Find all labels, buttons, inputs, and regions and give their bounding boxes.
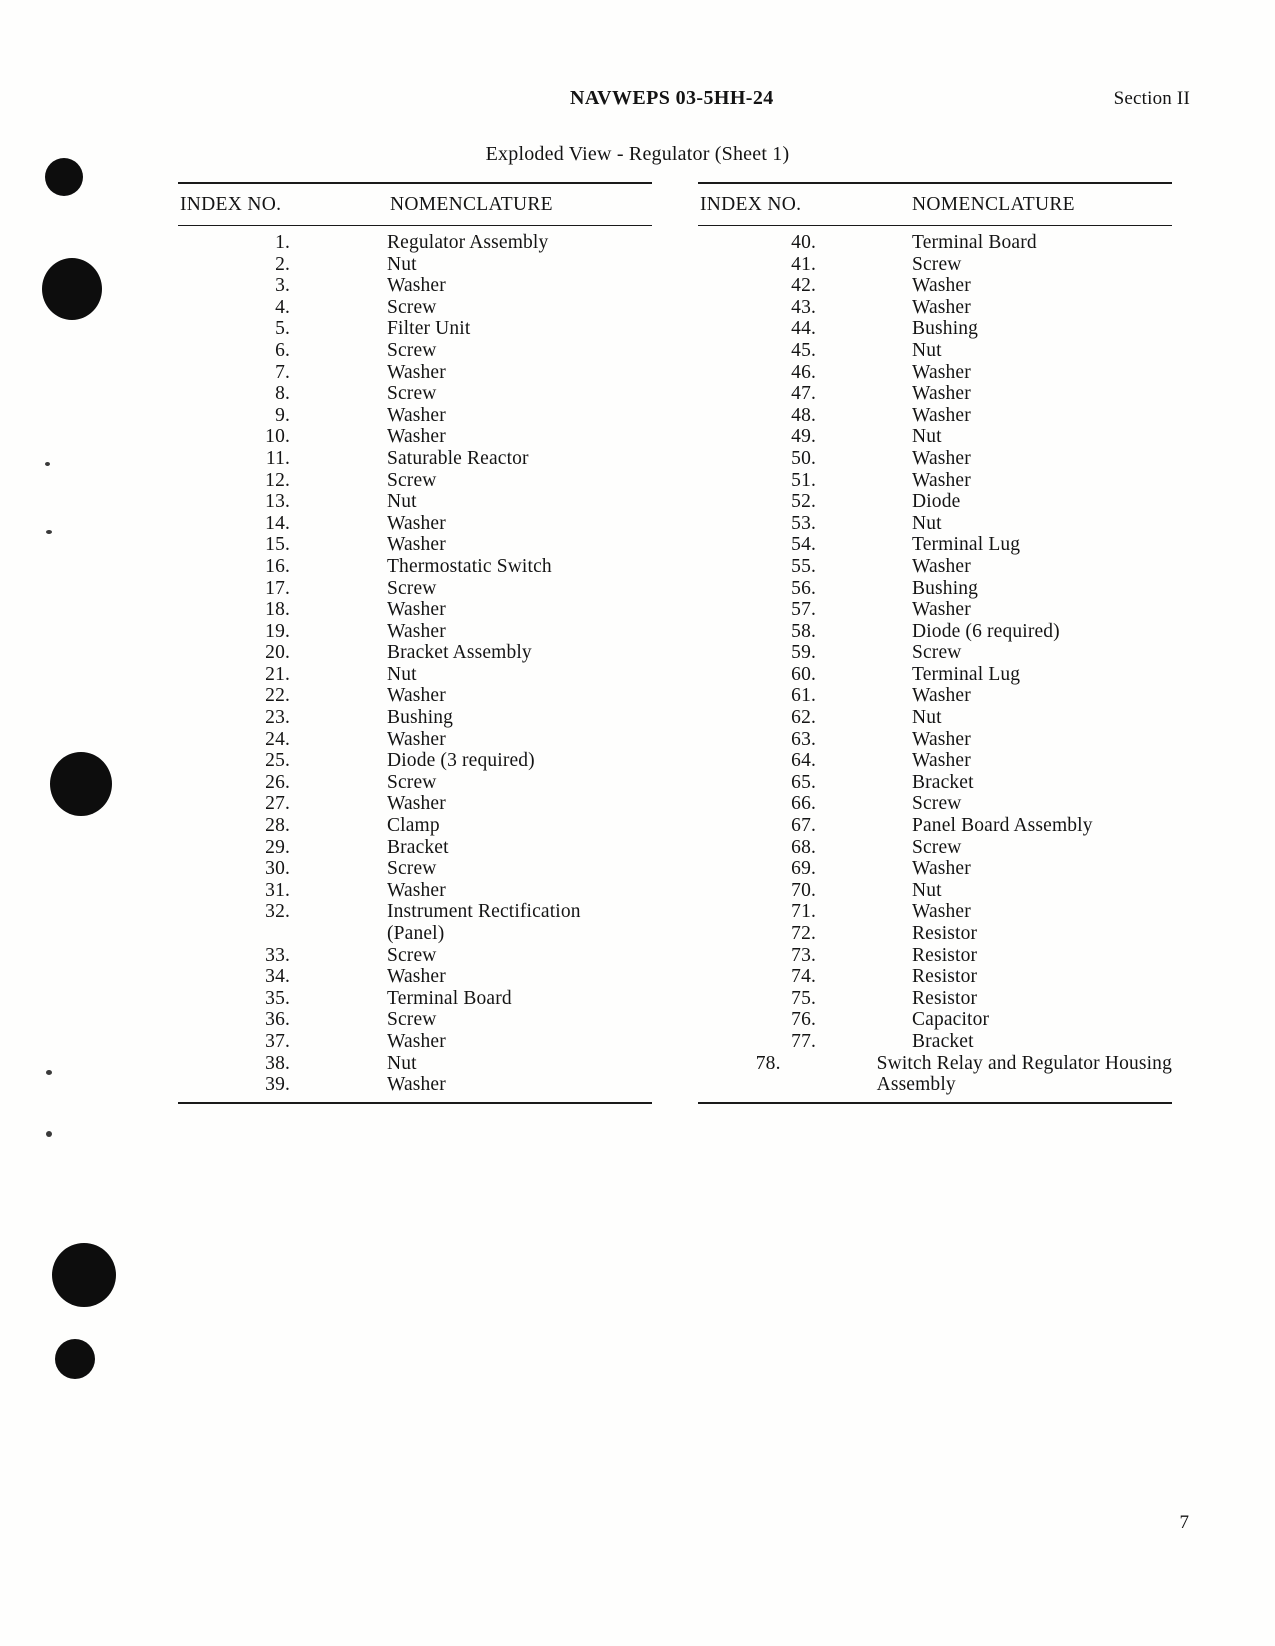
index-number: 8. <box>275 383 290 405</box>
index-number: 56. <box>791 577 816 599</box>
index-number: 77. <box>791 1030 816 1052</box>
index-rows-right <box>698 226 1172 1102</box>
table-row <box>698 837 1172 859</box>
index-number: 64. <box>791 750 816 772</box>
table-row <box>178 275 652 297</box>
nomenclature-text: Resistor <box>912 966 978 988</box>
nomenclature-text: Nut <box>387 1052 417 1074</box>
table-row <box>698 1009 1172 1031</box>
nomenclature-text: Screw <box>387 383 437 405</box>
table-row <box>178 642 652 664</box>
index-number: 46. <box>791 361 816 383</box>
index-number: 11. <box>265 447 290 469</box>
nomenclature-text: Washer <box>912 858 971 880</box>
index-number: 76. <box>791 1009 816 1031</box>
nomenclature-text: Washer <box>912 728 971 750</box>
margin-speck <box>46 530 52 534</box>
table-row <box>178 621 652 643</box>
nomenclature-text: Washer <box>912 447 971 469</box>
column-header-nomenclature: NOMENCLATURE <box>912 194 1075 215</box>
table-row <box>698 664 1172 686</box>
nomenclature-text: Washer <box>387 599 446 621</box>
document-number: NAVWEPS 03-5HH-24 <box>570 87 774 109</box>
table-row <box>178 405 652 427</box>
table-row <box>178 513 652 535</box>
index-number: 75. <box>791 987 816 1009</box>
table-row <box>698 901 1172 923</box>
table-row <box>178 318 652 340</box>
table-row <box>698 362 1172 384</box>
nomenclature-text: Screw <box>387 1009 437 1031</box>
nomenclature-text: Washer <box>387 1074 446 1096</box>
index-number: 2. <box>275 253 290 275</box>
punch-hole-mark <box>50 752 112 816</box>
index-number: 41. <box>791 253 816 275</box>
index-number: 48. <box>791 404 816 426</box>
index-number: 66. <box>791 793 816 815</box>
table-row <box>178 750 652 772</box>
table-row <box>698 491 1172 513</box>
index-number: 57. <box>791 599 816 621</box>
nomenclature-text: Screw <box>387 296 437 318</box>
index-number: 21. <box>265 663 290 685</box>
nomenclature-text: Nut <box>912 339 942 361</box>
table-row <box>698 923 1172 945</box>
table-row <box>698 340 1172 362</box>
nomenclature-text: Washer <box>912 599 971 621</box>
table-row <box>698 1053 1172 1096</box>
nomenclature-continuation: Assembly <box>876 1074 956 1096</box>
column-header-index: INDEX NO. <box>180 194 282 215</box>
index-number: 59. <box>791 642 816 664</box>
section-label: Section II <box>1113 88 1190 109</box>
nomenclature-text: Washer <box>387 879 446 901</box>
index-number: 43. <box>791 296 816 318</box>
table-row <box>698 405 1172 427</box>
index-number: 62. <box>791 707 816 729</box>
nomenclature-text: Screw <box>912 642 962 664</box>
nomenclature-text: Washer <box>387 620 446 642</box>
table-row <box>178 297 652 319</box>
punch-hole-mark <box>42 258 102 320</box>
nomenclature-text: Clamp <box>387 815 440 837</box>
table-row <box>178 426 652 448</box>
table-row <box>178 664 652 686</box>
index-number: 22. <box>265 685 290 707</box>
nomenclature-text: Washer <box>912 555 971 577</box>
index-number: 60. <box>791 663 816 685</box>
index-number: 3. <box>275 275 290 297</box>
table-row <box>698 534 1172 556</box>
index-number: 20. <box>265 642 290 664</box>
nomenclature-text: Diode <box>912 491 961 513</box>
nomenclature-text: Resistor <box>912 944 978 966</box>
table-row <box>698 793 1172 815</box>
nomenclature-text: Screw <box>387 469 437 491</box>
punch-hole-mark <box>52 1243 116 1307</box>
nomenclature-text: Bushing <box>912 318 979 340</box>
table-row <box>698 815 1172 837</box>
nomenclature-text: Panel Board Assembly <box>912 815 1093 837</box>
nomenclature-text: Terminal Board <box>387 987 512 1009</box>
nomenclature-text: Diode (6 required) <box>912 620 1060 642</box>
running-head <box>170 87 1190 110</box>
index-number: 69. <box>791 858 816 880</box>
index-number: 17. <box>265 577 290 599</box>
table-row <box>178 491 652 513</box>
nomenclature-text: Washer <box>387 404 446 426</box>
column-header-row <box>698 184 1172 225</box>
index-number: 61. <box>791 685 816 707</box>
table-row <box>698 1031 1172 1053</box>
table-row <box>698 383 1172 405</box>
table-rule-bottom <box>178 1102 652 1104</box>
index-number: 32. <box>265 901 290 923</box>
nomenclature-text: Saturable Reactor <box>387 447 529 469</box>
table-row <box>178 1053 652 1075</box>
index-number: 10. <box>265 426 290 448</box>
table-row <box>178 534 652 556</box>
index-number: 40. <box>791 232 816 253</box>
table-row <box>698 858 1172 880</box>
index-number: 30. <box>265 858 290 880</box>
nomenclature-text: Washer <box>912 901 971 923</box>
index-number: 36. <box>265 1009 290 1031</box>
table-row <box>178 793 652 815</box>
index-number: 27. <box>265 793 290 815</box>
table-row <box>178 470 652 492</box>
nomenclature-text: Terminal Lug <box>912 534 1021 556</box>
table-row <box>698 966 1172 988</box>
nomenclature-text: Filter Unit <box>387 318 471 340</box>
nomenclature-text: Washer <box>912 404 971 426</box>
table-row <box>698 750 1172 772</box>
table-row <box>178 232 652 254</box>
table-row <box>178 772 652 794</box>
nomenclature-text: Washer <box>387 426 446 448</box>
nomenclature-text: Thermostatic Switch <box>387 555 552 577</box>
nomenclature-text: Screw <box>912 836 962 858</box>
nomenclature-text: Washer <box>387 512 446 534</box>
parts-index-table <box>178 182 1172 1104</box>
nomenclature-text: Capacitor <box>912 1009 990 1031</box>
nomenclature-text: Bracket Assembly <box>387 642 532 664</box>
nomenclature-text: Screw <box>387 858 437 880</box>
index-number: 1. <box>275 232 290 253</box>
table-row <box>698 621 1172 643</box>
nomenclature-text: Washer <box>912 383 971 405</box>
index-number: 78. <box>755 1052 781 1074</box>
nomenclature-text: Washer <box>912 685 971 707</box>
column-header-nomenclature: NOMENCLATURE <box>390 194 553 215</box>
nomenclature-text: Regulator Assembly <box>387 232 549 253</box>
nomenclature-text: Screw <box>912 253 962 275</box>
table-row <box>698 772 1172 794</box>
table-row <box>178 599 652 621</box>
index-number: 38. <box>265 1052 290 1074</box>
nomenclature-text: Washer <box>912 361 971 383</box>
index-number: 23. <box>265 707 290 729</box>
nomenclature-text: Washer <box>912 296 971 318</box>
table-row <box>698 988 1172 1010</box>
table-row <box>698 642 1172 664</box>
nomenclature-text: Screw <box>387 577 437 599</box>
column-header-row <box>178 184 652 225</box>
table-row <box>698 426 1172 448</box>
index-number: 24. <box>265 728 290 750</box>
index-number: 12. <box>265 469 290 491</box>
index-number: 33. <box>265 944 290 966</box>
index-number: 35. <box>265 987 290 1009</box>
nomenclature-text: Terminal Board <box>912 232 1037 253</box>
column-header-index: INDEX NO. <box>700 194 802 215</box>
nomenclature-text: Nut <box>912 426 942 448</box>
index-number: 72. <box>791 923 816 944</box>
nomenclature-text: Screw <box>387 339 437 361</box>
table-row <box>178 685 652 707</box>
table-rule-bottom <box>698 1102 1172 1104</box>
table-row <box>178 837 652 859</box>
margin-speck <box>46 1131 52 1137</box>
table-row <box>178 448 652 470</box>
table-row <box>178 945 652 967</box>
index-column-left <box>178 182 652 1104</box>
index-number: 52. <box>791 491 816 513</box>
index-number: 18. <box>265 599 290 621</box>
nomenclature-continuation: (Panel) <box>387 923 445 944</box>
table-row <box>178 340 652 362</box>
table-row <box>178 1031 652 1053</box>
table-row <box>698 254 1172 276</box>
table-row <box>178 383 652 405</box>
margin-speck <box>45 462 50 466</box>
index-number: 58. <box>791 620 816 642</box>
table-row <box>178 578 652 600</box>
nomenclature-text: Nut <box>387 663 417 685</box>
nomenclature-text: Resistor <box>912 923 978 944</box>
table-row <box>698 556 1172 578</box>
table-row <box>178 901 652 944</box>
table-row <box>178 556 652 578</box>
index-number: 74. <box>791 966 816 988</box>
nomenclature-text: Washer <box>387 534 446 556</box>
nomenclature-text: Bushing <box>387 707 454 729</box>
index-number: 47. <box>791 383 816 405</box>
nomenclature-text: Washer <box>387 966 446 988</box>
index-number: 14. <box>265 512 290 534</box>
nomenclature-text: Bracket <box>912 771 974 793</box>
nomenclature-text: Screw <box>387 771 437 793</box>
index-number: 53. <box>791 512 816 534</box>
table-row <box>698 599 1172 621</box>
nomenclature-text: Screw <box>387 944 437 966</box>
nomenclature-text: Terminal Lug <box>912 663 1021 685</box>
index-number: 16. <box>265 555 290 577</box>
nomenclature-text: Washer <box>387 275 446 297</box>
table-row <box>698 578 1172 600</box>
punch-hole-mark <box>55 1339 95 1379</box>
nomenclature-text: Resistor <box>912 987 978 1009</box>
nomenclature-text: Switch Relay and Regulator Housing Assembly <box>876 1052 1172 1096</box>
nomenclature-text: Washer <box>912 275 971 297</box>
index-number: 68. <box>791 836 816 858</box>
nomenclature-text: Washer <box>912 750 971 772</box>
index-number: 65. <box>791 771 816 793</box>
index-number: 28. <box>265 815 290 837</box>
table-row <box>698 880 1172 902</box>
index-number: 54. <box>791 534 816 556</box>
index-number: 5. <box>275 318 290 340</box>
table-row <box>698 685 1172 707</box>
index-rows-left <box>178 226 652 1102</box>
table-row <box>178 880 652 902</box>
index-number: 45. <box>791 339 816 361</box>
nomenclature-text: Bracket <box>387 836 449 858</box>
nomenclature-text: Nut <box>912 512 942 534</box>
nomenclature-text: Instrument Rectification (Panel) <box>290 901 652 944</box>
index-number: 19. <box>265 620 290 642</box>
index-number: 13. <box>265 491 290 513</box>
index-number: 51. <box>791 469 816 491</box>
table-row <box>698 297 1172 319</box>
index-number: 73. <box>791 944 816 966</box>
index-number: 39. <box>265 1074 290 1096</box>
nomenclature-text: Washer <box>387 793 446 815</box>
table-row <box>698 318 1172 340</box>
index-number: 50. <box>791 447 816 469</box>
index-number: 42. <box>791 275 816 297</box>
table-row <box>178 707 652 729</box>
nomenclature-text: Washer <box>387 728 446 750</box>
index-number: 6. <box>275 339 290 361</box>
table-row <box>698 275 1172 297</box>
index-number: 55. <box>791 555 816 577</box>
nomenclature-text: Nut <box>387 491 417 513</box>
table-row <box>698 945 1172 967</box>
nomenclature-text: Bushing <box>912 577 979 599</box>
index-number: 34. <box>265 966 290 988</box>
index-number: 63. <box>791 728 816 750</box>
index-number: 49. <box>791 426 816 448</box>
index-number: 29. <box>265 836 290 858</box>
table-row <box>178 729 652 751</box>
table-row <box>698 707 1172 729</box>
nomenclature-text: Nut <box>912 879 942 901</box>
table-row <box>178 988 652 1010</box>
table-row <box>178 1009 652 1031</box>
nomenclature-text: Washer <box>387 361 446 383</box>
table-row <box>178 966 652 988</box>
table-row <box>178 254 652 276</box>
nomenclature-text: Washer <box>387 1030 446 1052</box>
nomenclature-text: Washer <box>912 469 971 491</box>
index-number: 25. <box>265 750 290 772</box>
nomenclature-text: Nut <box>912 707 942 729</box>
index-column-right <box>698 182 1172 1104</box>
index-number: 26. <box>265 771 290 793</box>
index-number: 31. <box>265 879 290 901</box>
index-number: 4. <box>275 296 290 318</box>
nomenclature-text: Bracket <box>912 1030 974 1052</box>
table-row <box>698 470 1172 492</box>
index-number: 7. <box>275 361 290 383</box>
index-number: 67. <box>791 815 816 837</box>
margin-speck <box>46 1070 52 1075</box>
nomenclature-text: Nut <box>387 253 417 275</box>
index-number: 37. <box>265 1030 290 1052</box>
nomenclature-text: Diode (3 required) <box>387 750 535 772</box>
table-row <box>698 729 1172 751</box>
table-row <box>178 1074 652 1096</box>
index-number: 70. <box>791 879 816 901</box>
index-number: 71. <box>791 901 816 923</box>
index-number: 9. <box>275 404 290 426</box>
nomenclature-text: Screw <box>912 793 962 815</box>
index-number: 15. <box>265 534 290 556</box>
page-number: 7 <box>1179 1512 1189 1533</box>
table-row <box>698 232 1172 254</box>
figure-caption: Exploded View - Regulator (Sheet 1) <box>485 143 790 165</box>
index-number: 44. <box>791 318 816 340</box>
nomenclature-text: Washer <box>387 685 446 707</box>
table-row <box>178 815 652 837</box>
table-row <box>698 448 1172 470</box>
table-row <box>698 513 1172 535</box>
table-row <box>178 858 652 880</box>
table-row <box>178 362 652 384</box>
